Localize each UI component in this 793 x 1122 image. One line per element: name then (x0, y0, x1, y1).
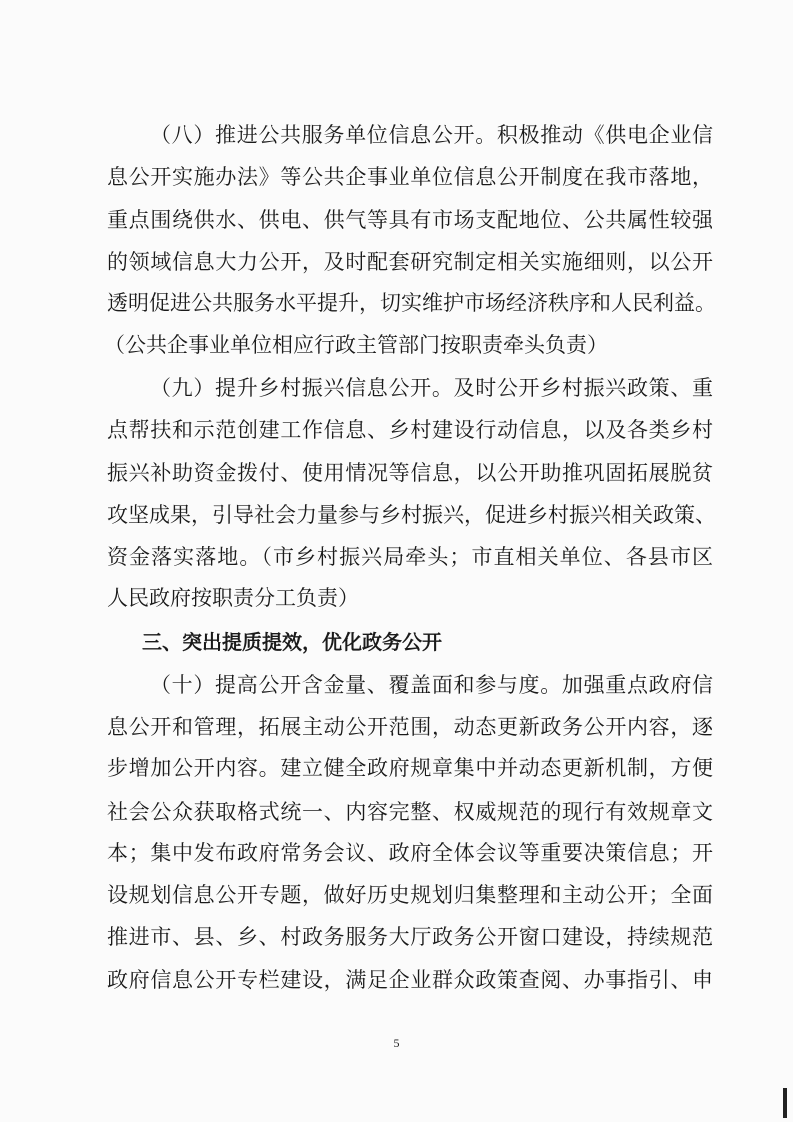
text-line: 透明促进公共服务水平提升，切实维护市场经济秩序和人民利益。 (107, 291, 716, 315)
text-line: 本；集中发布政府常务会议、政府全体会议等重要决策信息；开 (107, 841, 713, 865)
text-line: 息公开和管理，拓展主动公开范围，动态更新政务公开内容，逐 (107, 715, 713, 739)
text-line: 的领域信息大力公开，及时配套研究制定相关实施细则，以公开 (107, 250, 713, 274)
text-line: （公共企事业单位相应行政主管部门按职责牵头负责） (104, 333, 608, 357)
text-line: （八）推进公共服务单位信息公开。积极推动《供电企业信 (150, 123, 713, 147)
text-line: （九）提升乡村振兴信息公开。及时公开乡村振兴政策、重 (150, 376, 713, 400)
section-heading: 三、突出提质提效，优化政务公开 (142, 630, 442, 654)
page-number: 5 (393, 1036, 400, 1050)
text-line: 点帮扶和示范创建工作信息、乡村建设行动信息，以及各类乡村 (107, 418, 713, 442)
text-line: 重点围绕供水、供电、供气等具有市场支配地位、公共属性较强 (107, 208, 713, 232)
text-line: 振兴补助资金拨付、使用情况等信息，以公开助推巩固拓展脱贫 (107, 461, 713, 485)
text-line: 攻坚成果，引导社会力量参与乡村振兴，促进乡村振兴相关政策、 (107, 503, 716, 527)
text-line: 息公开实施办法》等公共企事业单位信息公开制度在我市落地， (107, 165, 713, 189)
text-line: 资金落实落地。（市乡村振兴局牵头；市直相关单位、各县市区 (107, 545, 713, 569)
text-line: 推进市、县、乡、村政务服务大厅政务公开窗口建设，持续规范 (107, 925, 713, 949)
text-line: （十）提高公开含金量、覆盖面和参与度。加强重点政府信 (150, 673, 713, 697)
text-line: 设规划信息公开专题，做好历史规划归集整理和主动公开；全面 (107, 883, 713, 907)
text-line: 步增加公开内容。建立健全政府规章集中并动态更新机制，方便 (107, 756, 713, 780)
text-line: 政府信息公开专栏建设，满足企业群众政策查阅、办事指引、申 (107, 968, 713, 992)
text-line: 社会公众获取格式统一、内容完整、权威规范的现行有效规章文 (107, 800, 713, 824)
text-line: 人民政府按职责分工负责） (107, 586, 359, 610)
scan-edge-mark (783, 1088, 787, 1118)
